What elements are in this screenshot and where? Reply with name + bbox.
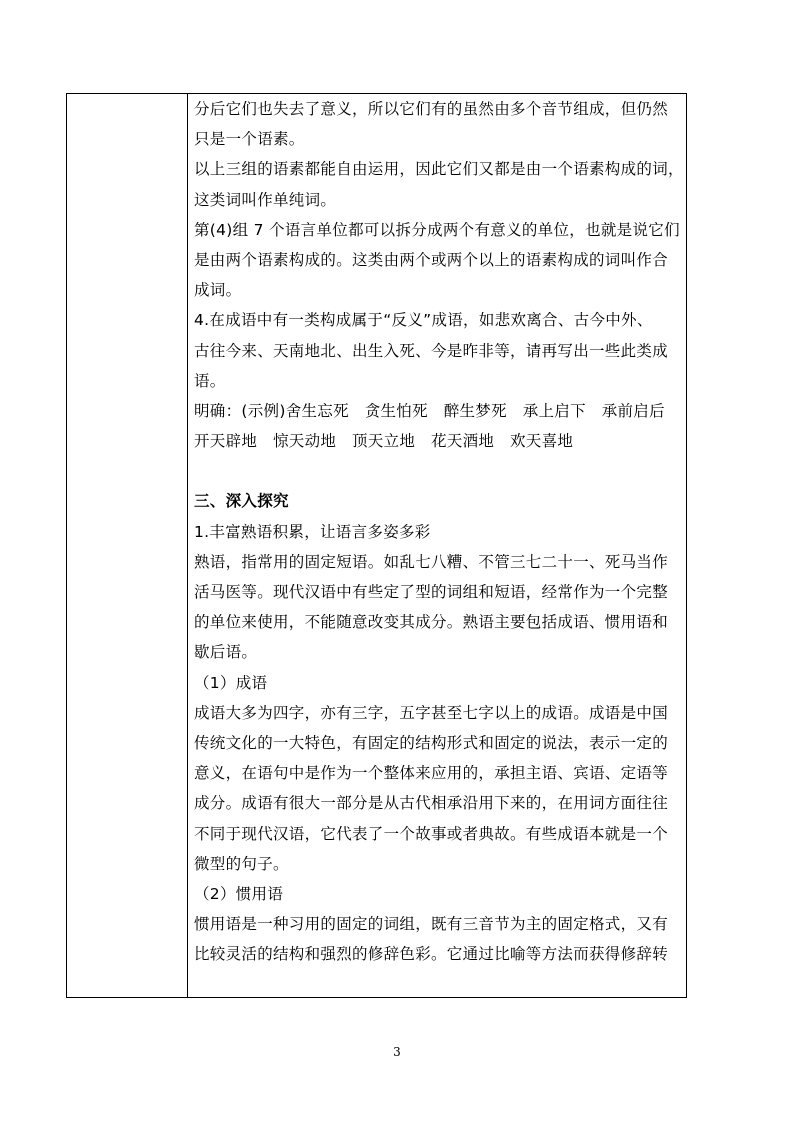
section-heading: 三、深入探究 <box>194 492 289 511</box>
question-line: 语。 <box>194 371 226 390</box>
question-line: 古往今来、天南地北、出生入死、今是昨非等，请再写出一些此类成 <box>194 341 669 360</box>
text-line: 只是一个语素。 <box>194 130 305 149</box>
text-line: 不同于现代汉语，它代表了一个故事或者典故。有些成语本就是一个 <box>194 824 669 843</box>
text-line: 成词。 <box>194 281 242 300</box>
text-line: 熟语，指常用的固定短语。如乱七八糟、不管三七二十一、死马当作 <box>194 552 669 571</box>
item-heading: （2）惯用语 <box>194 884 284 903</box>
question-line: 4.在成语中有一类构成属于“反义”成语，如悲欢离合、古今中外、 <box>194 311 653 330</box>
text-line: 的单位来使用，不能随意改变其成分。熟语主要包括成语、惯用语和 <box>194 613 669 632</box>
text-line: 成语大多为四字，亦有三字，五字甚至七字以上的成语。成语是中国 <box>194 703 669 722</box>
answer-line: 明确：(示例)舍生忘死 贪生怕死 醉生梦死 承上启下 承前启后 <box>194 401 665 420</box>
subsection-heading: 1.丰富熟语积累，让语言多姿多彩 <box>194 522 431 541</box>
text-line: 歇后语。 <box>194 643 258 662</box>
text-line: 意义，在语句中是作为一个整体来应用的，承担主语、宾语、定语等 <box>194 764 669 783</box>
answer-line: 开天辟地 惊天动地 顶天立地 花天酒地 欢天喜地 <box>194 432 574 451</box>
text-line: 惯用语是一种习用的固定的词组，既有三音节为主的固定格式，又有 <box>194 915 669 934</box>
text-line: 是由两个语素构成的。这类由两个或两个以上的语素构成的词叫作合 <box>194 250 669 269</box>
text-line: 微型的句子。 <box>194 854 289 873</box>
text-line: 成分。成语有很大一部分是从古代相承沿用下来的，在用词方面往往 <box>194 794 669 813</box>
table-content-cell <box>194 94 682 969</box>
page-number: 3 <box>393 1045 401 1059</box>
text-line: 活马医等。现代汉语中有些定了型的词组和短语，经常作为一个完整 <box>194 583 669 601</box>
text-line: 比较灵活的结构和强烈的修辞色彩。它通过比喻等方法而获得修辞转 <box>194 945 669 964</box>
column-divider <box>187 94 188 997</box>
document-table <box>66 93 687 998</box>
text-line: 传统文化的一大特色，有固定的结构形式和固定的说法，表示一定的 <box>194 733 669 752</box>
text-line: 这类词叫作单纯词。 <box>194 190 337 209</box>
item-heading: （1）成语 <box>194 673 268 692</box>
blank-line <box>194 456 682 486</box>
text-line: 以上三组的语素都能自由运用，因此它们又都是由一个语素构成的词， <box>194 160 684 179</box>
text-line: 分后它们也失去了意义，所以它们有的虽然由多个音节组成，但仍然 <box>194 100 669 118</box>
text-line: 第(4)组 7 个语言单位都可以拆分成两个有意义的单位，也就是说它们 <box>194 220 680 239</box>
